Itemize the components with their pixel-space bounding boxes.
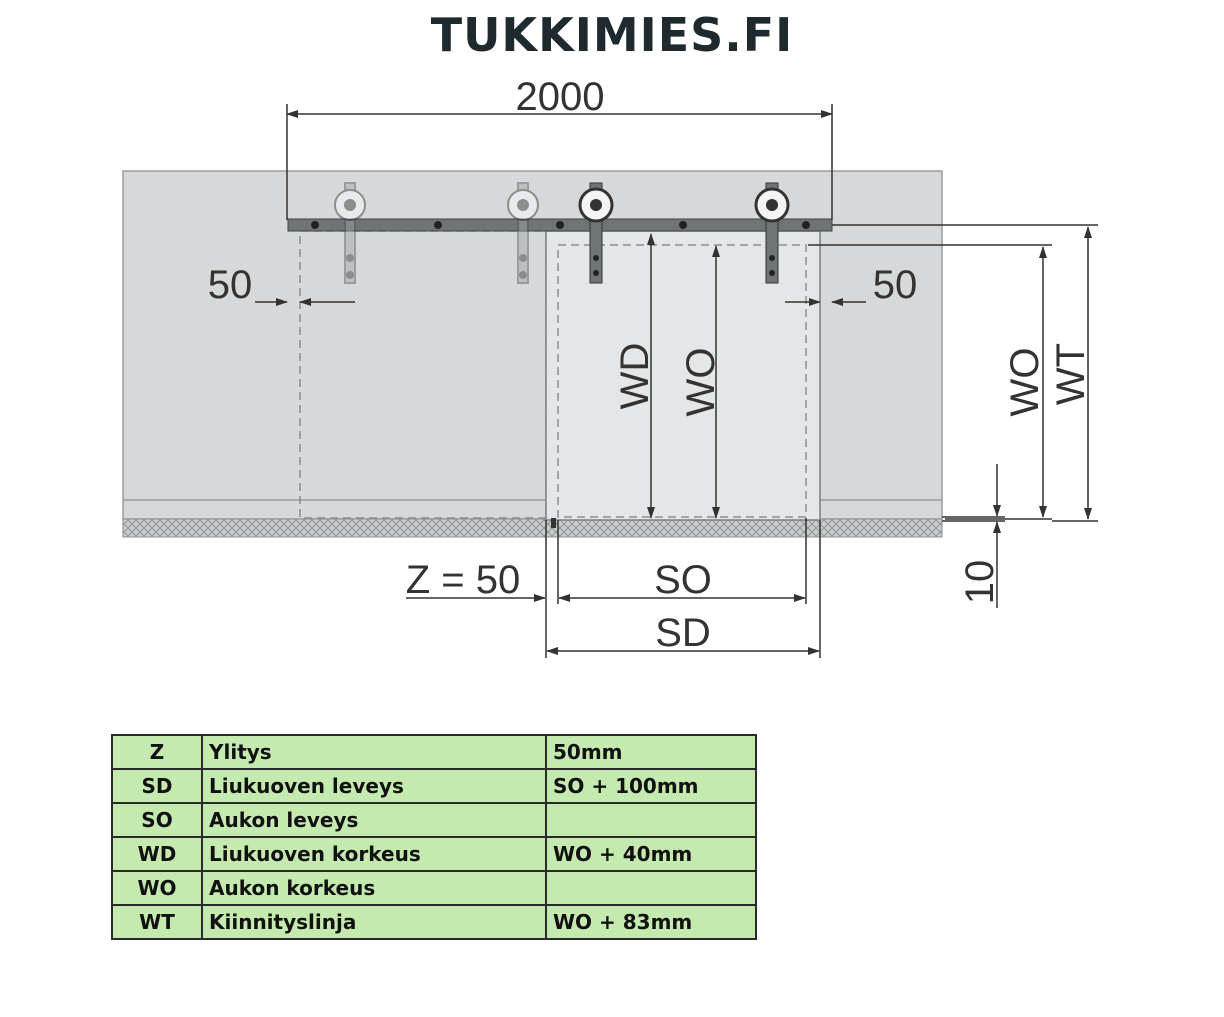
row-description: Liukuoven leveys xyxy=(202,769,546,803)
row-value xyxy=(546,803,756,837)
dim-50-left-label: 50 xyxy=(207,263,253,307)
row-value: WO + 40mm xyxy=(546,837,756,871)
table-row xyxy=(112,769,756,803)
row-description: Liukuoven korkeus xyxy=(202,837,546,871)
row-code: SD xyxy=(112,769,202,803)
dim-wo-label: WO xyxy=(679,347,723,417)
brand-logo: TUKKIMIES.FI xyxy=(430,8,794,62)
dim-sd-label: SD xyxy=(655,611,711,655)
row-code: WD xyxy=(112,837,202,871)
dim-so-label: SO xyxy=(654,558,712,602)
row-code: Z xyxy=(112,735,202,769)
table-row xyxy=(112,905,756,939)
row-value xyxy=(546,871,756,905)
row-code: WO xyxy=(112,871,202,905)
row-description: Ylitys xyxy=(202,735,546,769)
table-row xyxy=(112,837,756,871)
dim-wd-label: WD xyxy=(613,342,657,410)
dim-2000-label: 2000 xyxy=(515,75,605,119)
dim-z-label: Z = 50 xyxy=(405,558,521,602)
row-code: SO xyxy=(112,803,202,837)
row-description: Kiinnityslinja xyxy=(202,905,546,939)
spec-table xyxy=(111,734,757,940)
table-row xyxy=(112,803,756,837)
dim-10-label: 10 xyxy=(958,559,1002,605)
door-stop xyxy=(551,518,556,528)
row-code: WT xyxy=(112,905,202,939)
row-value: SO + 100mm xyxy=(546,769,756,803)
row-value: WO + 83mm xyxy=(546,905,756,939)
floor-hatch xyxy=(123,519,942,537)
dim-wt-label: WT xyxy=(1049,342,1093,406)
row-description: Aukon leveys xyxy=(202,803,546,837)
row-description: Aukon korkeus xyxy=(202,871,546,905)
table-row xyxy=(112,871,756,905)
table-row xyxy=(112,735,756,769)
dim-50-right-label: 50 xyxy=(872,263,918,307)
dim-wo-side-label: WO xyxy=(1003,347,1047,417)
row-value: 50mm xyxy=(546,735,756,769)
